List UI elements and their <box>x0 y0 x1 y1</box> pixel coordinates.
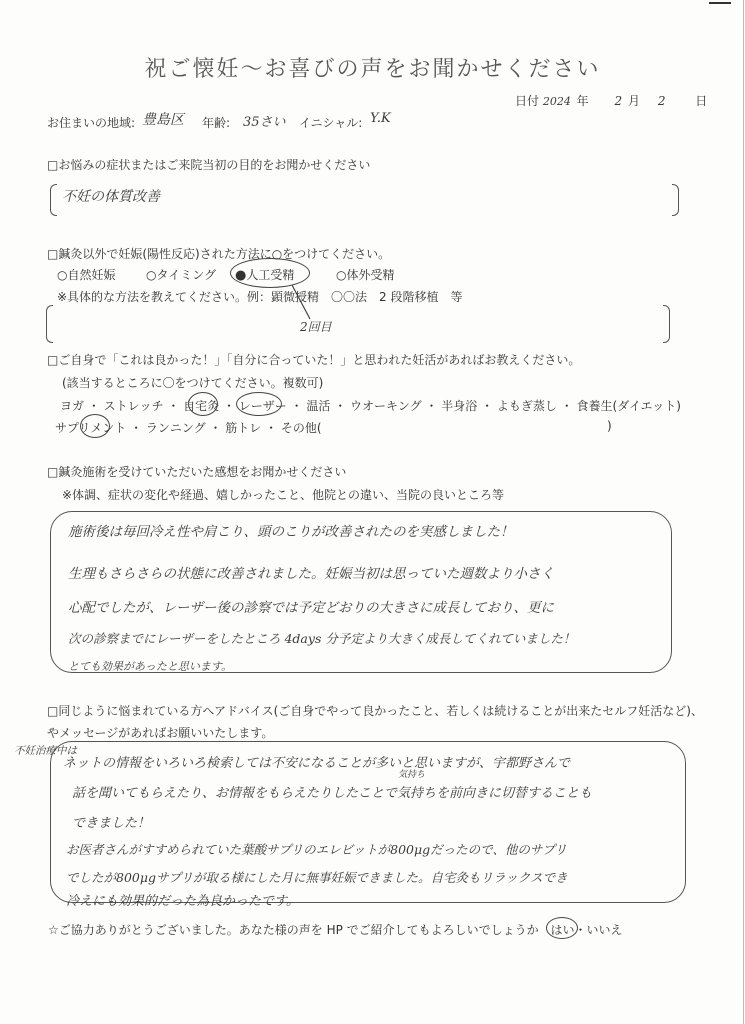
q3-circle-laser <box>236 392 282 416</box>
q3-options-line2-close: ) <box>607 419 612 433</box>
date-month-unit: 月 <box>627 94 640 108</box>
page-edge <box>743 0 744 1024</box>
q4-answer-line: 生理もさらさらの状態に改善されました。妊娠当初は思っていた週数より小さく <box>68 566 554 582</box>
q5-answer-line: 話を聞いてもらえたり、お情報をもらえたりしたことで気持ちを前向きに切替することも <box>72 786 593 801</box>
date-month: 2 <box>614 94 623 108</box>
q1-bracket-left <box>50 184 57 216</box>
q2-option-ivf: ○体外受精 <box>336 268 395 282</box>
q2-bracket-right <box>663 305 670 343</box>
q3-options-line1: ヨガ ・ ストレッチ ・ 自宅灸 ・ レーザー ・ 温活 ・ ウオーキング ・ 半身浴 ・ よもぎ蒸し ・ 食養生(ダイエット) <box>60 399 681 413</box>
q5-label-2: やメッセージがあればお願いいたします。 <box>47 726 274 740</box>
q2-bracket-left <box>46 305 53 343</box>
q5-answer-line: でしたが800μgサプリが取る様にした月に無事妊娠できました。自宅灸もリラックスでき <box>66 870 568 885</box>
footer-yes-label: はい <box>550 923 575 937</box>
date-year: 2024 <box>542 95 571 108</box>
q2-option-timing: ○タイミング <box>146 268 216 282</box>
corner-mark <box>709 2 731 4</box>
q2-option-natural: ○自然妊娠 <box>57 268 116 282</box>
initial-label: イニシャル: <box>299 116 363 130</box>
footer-text: ☆ご協力ありがとうございました。あなた様の声を HP でご紹介してもよろしいでしょうか <box>48 923 539 937</box>
q4-label: □鍼灸施術を受けていただいた感想をお聞かせください <box>47 465 347 479</box>
q3-circle-supplement <box>80 414 110 438</box>
q5-answer-line: ネットの情報をいろいろ検索しては不安になることが多いと思いますが、宇都野さんで <box>63 756 571 771</box>
q2-label: □鍼灸以外で妊娠(陽性反応)された方法に○をつけてください。 <box>47 247 391 261</box>
date-day-unit: 日 <box>695 94 708 108</box>
q4-answer-line: 心配でしたが、レーザー後の診察では予定どおりの大きさに成長しており、更に <box>68 600 554 616</box>
q4-sub-label: ※体調、症状の変化や経過、嬉しかったこと、他院との違い、当院の良いところ等 <box>62 488 505 502</box>
age-label: 年齢: <box>202 116 231 130</box>
q1-answer: 不妊の体質改善 <box>62 189 160 205</box>
date-row <box>515 92 707 109</box>
q4-answer-line: とても効果があったと思います。 <box>68 660 233 673</box>
region-label: お住まいの地域: <box>47 116 136 130</box>
footer-separator: ・ <box>574 923 587 937</box>
footer-yes-option <box>550 921 574 938</box>
initial-value: Y.K <box>370 111 391 126</box>
date-day: 2 <box>657 94 666 108</box>
q4-answer-line: 次の診察までにレーザーをしたところ 4days 分予定より大きく成長してくれていました！ <box>68 631 576 646</box>
q1-label: □お悩みの症状またはご来院当初の目的をお聞かせください <box>47 158 371 172</box>
region-value: 豊島区 <box>142 112 184 128</box>
q3-circle-home-moxa <box>188 392 218 416</box>
q2-option-insemination-label: 人工受精 <box>246 268 295 282</box>
q1-bracket-right <box>672 184 679 216</box>
age-value: 35さい <box>243 115 286 130</box>
footer-consent <box>48 921 623 938</box>
q5-answer-line: 冷えにも効果的だった為良かったです。 <box>66 894 299 909</box>
q5-answer-line: できました！ <box>72 816 151 831</box>
q3-options-line2: サプリメント ・ ランニング ・ 筋トレ ・ その他( <box>55 421 322 435</box>
date-label: 日付 <box>515 94 540 108</box>
footer-no-label: いいえ <box>586 923 623 937</box>
q5-label: □同じように悩まれている方へアドバイス(ご自身でやって良かったこと、若しくは続けることが出来たセルフ妊活など)、 <box>47 704 703 718</box>
q2-answer: 2回目 <box>300 320 332 334</box>
q2-sub-label: ※具体的な方法を教えてください。例：顕微授精 〇〇法 2 段階移植 等 <box>57 290 463 304</box>
q3-label: □ご自身で「これは良かった！」「自分に合っていた！」と思われた妊活があればお教えください。 <box>47 353 581 367</box>
q5-insert-note: 気持ち <box>398 770 426 780</box>
page-title: 祝ご懐妊〜お喜びの声をお聞かせください <box>144 57 601 82</box>
q5-margin-note: 不妊治療中は <box>14 745 77 757</box>
date-year-unit: 年 <box>576 94 589 108</box>
q3-sub-label: (該当するところに〇をつけてください。複数可) <box>62 376 324 390</box>
q4-answer-line: 施術後は毎回冷え性や肩こり、頭のこりが改善されたのを実感しました！ <box>68 524 514 540</box>
q2-selected-marker: ● <box>235 268 247 283</box>
q5-answer-line: お医者さんがすすめられていた葉酸サプリのエレビットが800μgだったので、他のサプリ <box>66 842 567 857</box>
